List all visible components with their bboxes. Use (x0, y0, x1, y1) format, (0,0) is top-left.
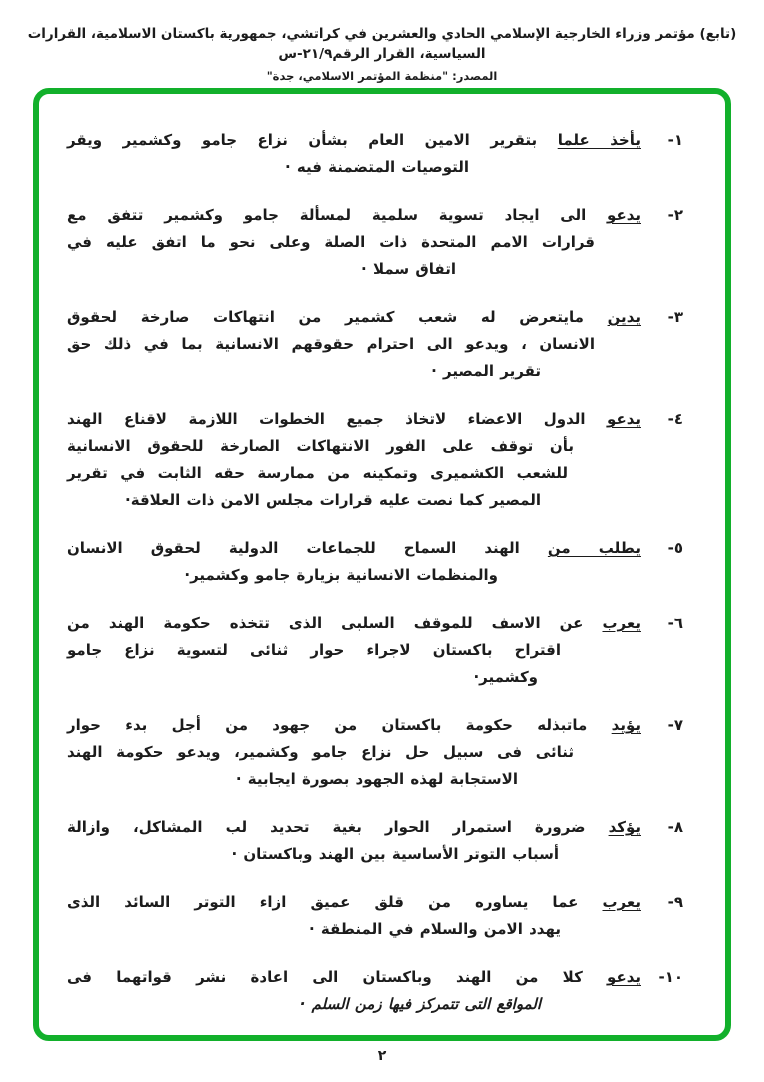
page-number: ٢ (377, 1048, 387, 1064)
item-line: يأخذ علما بتقرير الامين العام بشأن نزاع جامو وكشمير ويقر (67, 131, 641, 149)
resolution-item (67, 964, 683, 1018)
item-body (67, 814, 641, 868)
item-line: يعرب عن الاسف للموقف السلبى الذى تتخذه حكومة الهند من (67, 614, 641, 632)
item-line: قرارات الامم المتحدة ذات الصلة وعلى نحو ما اتفق عليه في (67, 233, 595, 251)
item-line: التوصيات المتضمنة فيه · (284, 158, 469, 176)
item-line: والمنظمات الانسانية بزيارة جامو وكشمير· (184, 566, 498, 584)
header-title: (تابع) مؤتمر وزراء الخارجية الإسلامي الحادي والعشرين في كراتشي، جمهورية باكستان الاسلامية، القرارات السياسية، القرار الرقم٢١/٩-س (27, 26, 737, 62)
item-line: اتفاق سملا · (361, 260, 456, 278)
item-line: المواقع التى تتمركز فيها زمن السلم · (299, 995, 541, 1013)
item-body (67, 535, 641, 589)
item-line: اقتراح باكستان لاجراء حوار ثنائى لتسوية نزاع جامو (67, 641, 561, 659)
document-header (6, 24, 758, 84)
item-line: الانسان ، ويدعو الى احترام حقوقهم الانسانية بما في ذلك حق (67, 335, 595, 353)
item-number: ٣- (667, 308, 683, 326)
item-line: للشعب الكشميرى وتمكينه من ممارسة حقه الثابت في تقرير (67, 464, 568, 482)
item-line: يؤيد ماتبذله حكومة باكستان من جهود من أجل بدء حوار (67, 716, 641, 734)
lead-word-underlined: يدعو (607, 968, 641, 986)
item-body (67, 304, 641, 385)
item-number: ٨- (667, 818, 683, 836)
lead-word-underlined: يؤكد (608, 818, 641, 836)
lead-word-underlined: يدعو (607, 410, 641, 428)
lead-word-underlined: يعرب (602, 614, 641, 632)
item-number: ٥- (667, 539, 683, 557)
lead-word-underlined: يدعو (607, 206, 641, 224)
item-number: ١- (667, 131, 683, 149)
resolution-list (39, 94, 725, 1018)
item-line: يدعو كلا من الهند وباكستان الى اعادة نشر قواتهما فى (67, 968, 641, 986)
resolution-item (67, 610, 683, 691)
item-line: وكشمير· (473, 668, 538, 686)
item-line: يدين مايتعرض له شعب كشمير من انتهاكات صارخة لحقوق (67, 308, 641, 326)
item-number: ٢- (667, 206, 683, 224)
item-body (67, 406, 641, 514)
item-line: يطلب من الهند السماح للجماعات الدولية لحقوق الانسان (67, 539, 641, 557)
item-line: أسباب التوتر الأساسية بين الهند وباكستان · (231, 845, 559, 863)
resolution-item (67, 889, 683, 943)
item-number: ٧- (667, 716, 683, 734)
item-line: بأن توقف على الفور الانتهاكات الصارخة للحقوق الانسانية (67, 437, 574, 455)
item-body (67, 712, 641, 793)
item-number: ١٠- (658, 968, 683, 986)
item-line: يؤكد ضرورة استمرار الحوار بغية تحديد لب المشاكل، وازالة (67, 818, 641, 836)
resolution-item (67, 127, 683, 181)
item-line: المصير كما نصت عليه قرارات مجلس الامن ذات العلاقة· (125, 491, 541, 509)
lead-word-underlined: يؤيد (611, 716, 641, 734)
item-line: يدعو الدول الاعضاء لاتخاذ جميع الخطوات اللازمة لاقناع الهند (67, 410, 641, 428)
item-body (67, 964, 641, 1018)
resolution-item (67, 202, 683, 283)
item-line: ثنائى فى سبيل حل نزاع جامو وكشمير، ويدعو حكومة الهند (67, 743, 574, 761)
item-line: تقرير المصير · (431, 362, 541, 380)
item-number: ٤- (667, 410, 683, 428)
item-body (67, 202, 641, 283)
resolution-item (67, 535, 683, 589)
lead-word-underlined: يعرب (602, 893, 641, 911)
lead-word-underlined: يأخذ علما (557, 131, 641, 149)
resolution-item (67, 712, 683, 793)
item-body (67, 610, 641, 691)
item-line: يعرب عما يساوره من قلق عميق ازاء التوتر السائد الذى (67, 893, 641, 911)
lead-word-underlined: يدين (607, 308, 641, 326)
lead-word-underlined: يطلب من (547, 539, 641, 557)
item-body (67, 889, 641, 943)
item-number: ٩- (667, 893, 683, 911)
resolution-item (67, 406, 683, 514)
item-number: ٦- (667, 614, 683, 632)
resolution-box (33, 88, 731, 1041)
item-line: الاستجابة لهذه الجهود بصورة ايجابية · (235, 770, 518, 788)
resolution-item (67, 814, 683, 868)
resolution-item (67, 304, 683, 385)
header-source: المصدر: "منظمة المؤتمر الاسلامي، جدة" (266, 69, 498, 83)
item-line: يدعو الى ايجاد تسوية سلمية لمسألة جامو وكشمير تتفق مع (67, 206, 641, 224)
item-body (67, 127, 641, 181)
item-line: يهدد الامن والسلام في المنطقة · (308, 920, 561, 938)
